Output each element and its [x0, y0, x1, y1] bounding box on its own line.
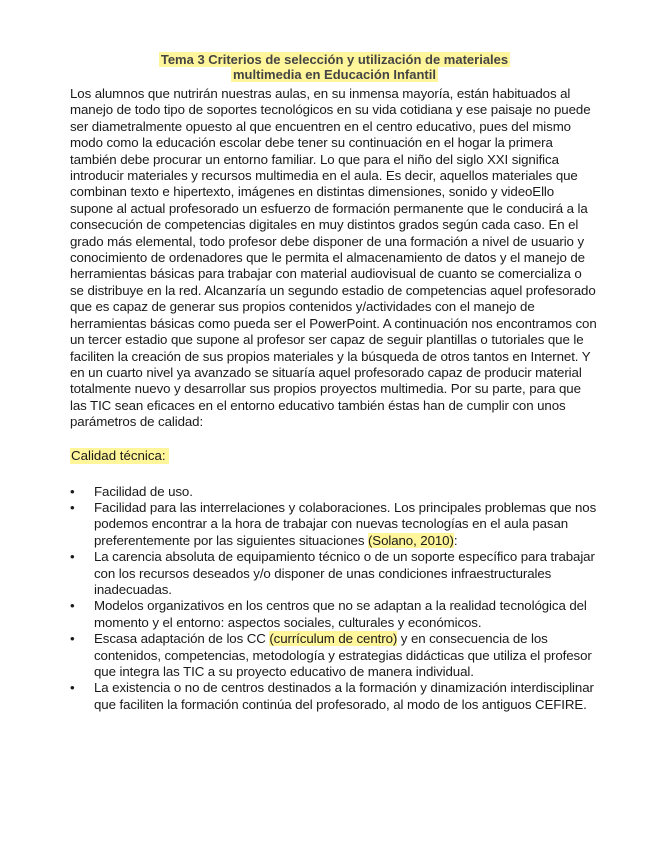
document-title — [70, 52, 599, 82]
bullet-icon: • — [70, 483, 75, 499]
term-highlight: (currículum de centro) — [269, 631, 398, 647]
bullet-icon: • — [70, 499, 75, 515]
list-item-text-end: : — [453, 532, 458, 548]
list-item — [70, 500, 599, 549]
citation-highlight: (Solano, 2010) — [367, 532, 454, 548]
list-item — [70, 680, 599, 713]
list-item — [70, 598, 599, 631]
list-item-text: Facilidad de uso. — [94, 483, 193, 499]
intro-paragraph: Los alumnos que nutrirán nuestras aulas, en su inmensa mayoría, están habituados al manejo de todo tipo de soportes tecnológicos en su vida cotidiana y ese paisaje no puede ser diametralmente opuesto al que encuentren en el centro educativo, pues del mismo modo como la educación escolar debe tener su continuación en el hogar la primera también debe procurar un entorno familiar. Lo que para el niño del siglo XXI significa introducir materiales y recursos multimedia en el aula. Es decir, aquellos materiales que combinan texto e hipertexto, imágenes en distintas dimensiones, sonido y videoEllo supone al actual profesorado un esfuerzo de formación permanente que le conducirá a la consecución de competencias digitales en muy distintos grados según cada caso. En el grado más elemental, todo profesor debe disponer de una formación a nivel de usuario y conocimiento de ordenadores que le permita el almacenamiento de datos y el manejo de herramientas básicas para trabajar con material audiovisual de cuanto se comercializa o se distribuye en la red. Alcanzaría un segundo estadio de competencias aquel profesorado que es capaz de generar sus propios contenidos y/actividades con el manejo de herramientas básicas como pueda ser el PowerPoint. A continuación nos encontramos con un tercer estadio que supone al profesor ser capaz de seguir plantillas o tutoriales que le faciliten la creación de sus propios materiales y la búsqueda de otros tantos en Internet. Y en un cuarto nivel ya avanzado se situaría aquel profesorado capaz de producir material totalmente nuevo y desarrollar sus propios proyectos multimedia. Por su parte, para que las TIC sean eficaces en el entorno educativo también éstas han de cumplir con unos parámetros de calidad: — [70, 86, 597, 430]
bullet-icon: • — [70, 598, 75, 614]
list-item — [70, 549, 599, 598]
section-title: Calidad técnica: — [70, 448, 169, 464]
bullet-list — [70, 484, 599, 714]
title-line-2: multimedia en Educación Infantil — [233, 67, 436, 82]
title-line-1: Tema 3 Criterios de selección y utilización de materiales — [160, 52, 509, 67]
list-item-text-end: y en consecuencia de los contenidos, competencias, metodología y estrategias didácticas que utiliza el profesor que integra las TIC a su proyecto educativo de manera individual. — [94, 631, 592, 679]
bullet-icon: • — [70, 549, 75, 565]
list-item-text: Facilidad para las interrelaciones y colaboraciones. Los principales problemas que nos podemos encontrar a la hora de trabajar con nuevas tecnologías en el aula pasan preferentemente por las siguientes situaciones — [94, 499, 597, 548]
list-item — [70, 631, 599, 680]
list-item-text: La existencia o no de centros destinados a la formación y dinamización interdisciplinar que faciliten la formación continúa del profesorado, al modo de los antiguos CEFIRE. — [94, 680, 594, 712]
bullet-icon: • — [70, 680, 75, 696]
list-item-text: Escasa adaptación de los CC — [94, 631, 270, 647]
bullet-icon: • — [70, 631, 75, 647]
list-item — [70, 484, 599, 500]
list-item-text: La carencia absoluta de equipamiento técnico o de un soporte específico para trabajar con los recursos deseados y/o disponer de unas condiciones infraestructurales inadecuadas. — [94, 549, 595, 597]
list-item-text: Modelos organizativos en los centros que no se adaptan a la realidad tecnológica del momento y el entorno: aspectos sociales, culturales y económicos. — [94, 598, 587, 630]
